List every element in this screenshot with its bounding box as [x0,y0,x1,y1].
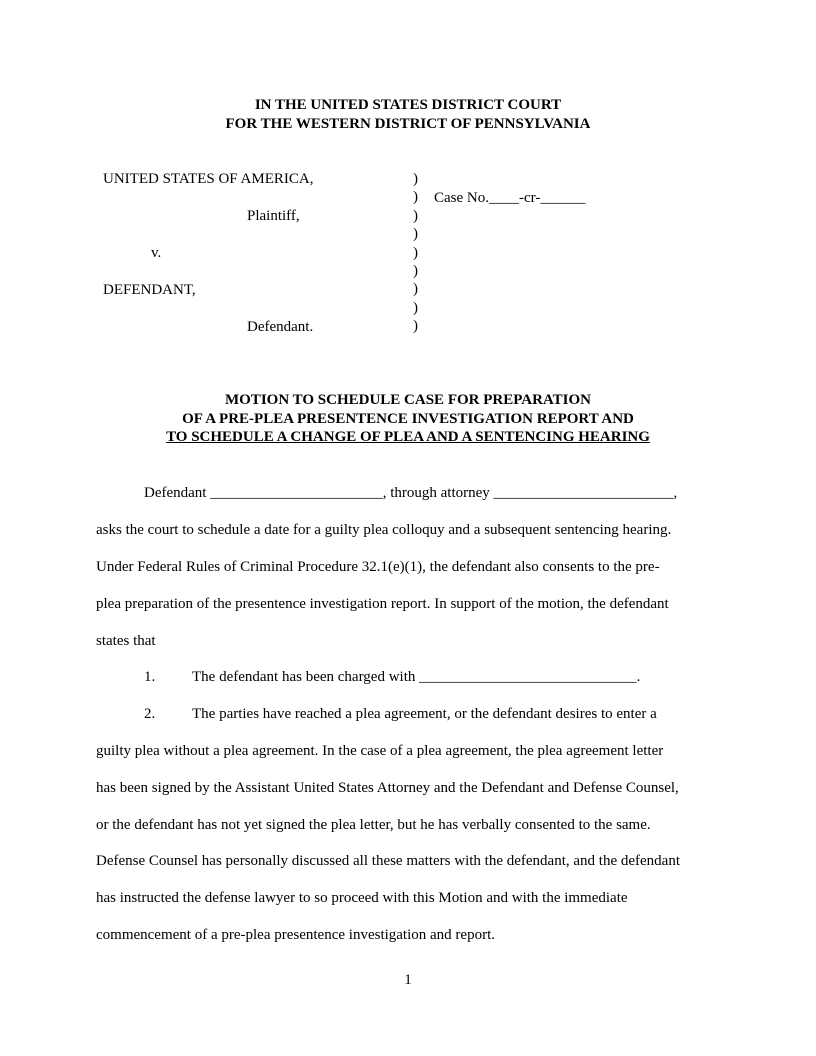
motion-title-line-2: OF A PRE-PLEA PRESENTENCE INVESTIGATION REPORT AND [182,410,634,427]
item-2-line-5: Defense Counsel has personally discussed all these matters with the defendant, and the defendant [96,853,680,869]
intro-line-2: asks the court to schedule a date for a guilty plea colloquy and a subsequent sentencing hearing. [96,522,672,538]
intro-line-4: plea preparation of the presentence investigation report. In support of the motion, the defendant [96,596,669,612]
court-district-line: FOR THE WESTERN DISTRICT OF PENNSYLVANIA [225,115,591,132]
item-2-line-4: or the defendant has not yet signed the plea letter, but he has verbally consented to the same. [96,817,651,833]
intro-line-3: Under Federal Rules of Criminal Procedure 32.1(e)(1), the defendant also consents to the pre- [96,559,660,575]
caption-paren-column [413,170,418,336]
case-caption [0,170,816,340]
court-heading [0,96,816,133]
court-name-line: IN THE UNITED STATES DISTRICT COURT [254,97,562,113]
item-2-line-3: has been signed by the Assistant United States Attorney and the Defendant and Defense Counsel, [96,780,679,796]
party-plaintiff-role: Plaintiff, [247,208,300,224]
item-2-line-1: The parties have reached a plea agreement, or the defendant desires to enter a [192,706,657,722]
item-1-line-1: The defendant has been charged with _____________________________. [192,669,641,685]
caption-paren: ) [413,244,418,261]
caption-paren: ) [413,281,418,298]
motion-title-line-3: TO SCHEDULE A CHANGE OF PLEA AND A SENTENCING HEARING [166,429,650,445]
caption-paren: ) [413,171,418,187]
party-defendant-name: DEFENDANT, [103,282,196,298]
intro-line-5: states that [96,633,156,649]
caption-paren: ) [413,226,418,243]
item-2-line-6: has instructed the defense lawyer to so proceed with this Motion and with the immediate [96,890,628,906]
caption-paren: ) [413,207,418,224]
caption-paren: ) [413,299,418,316]
caption-paren: ) [413,318,418,335]
item-2-line-2: guilty plea without a plea agreement. In the case of a plea agreement, the plea agreement letter [96,743,664,759]
versus-label: v. [151,245,162,261]
party-plaintiff-name: UNITED STATES OF AMERICA, [103,171,314,187]
intro-line-1: Defendant _______________________, through attorney ________________________, [144,485,678,501]
case-number: Case No.____-cr-______ [434,190,586,206]
party-defendant-role: Defendant. [247,319,314,335]
item-1-number: 1. [144,669,156,685]
page-number: 1 [404,972,412,988]
caption-paren: ) [413,262,418,279]
motion-title [0,391,816,447]
caption-paren: ) [413,189,418,206]
motion-title-line-1: MOTION TO SCHEDULE CASE FOR PREPARATION [224,392,592,408]
item-2-number: 2. [144,706,156,722]
item-2-line-7: commencement of a pre-plea presentence investigation and report. [96,927,495,943]
